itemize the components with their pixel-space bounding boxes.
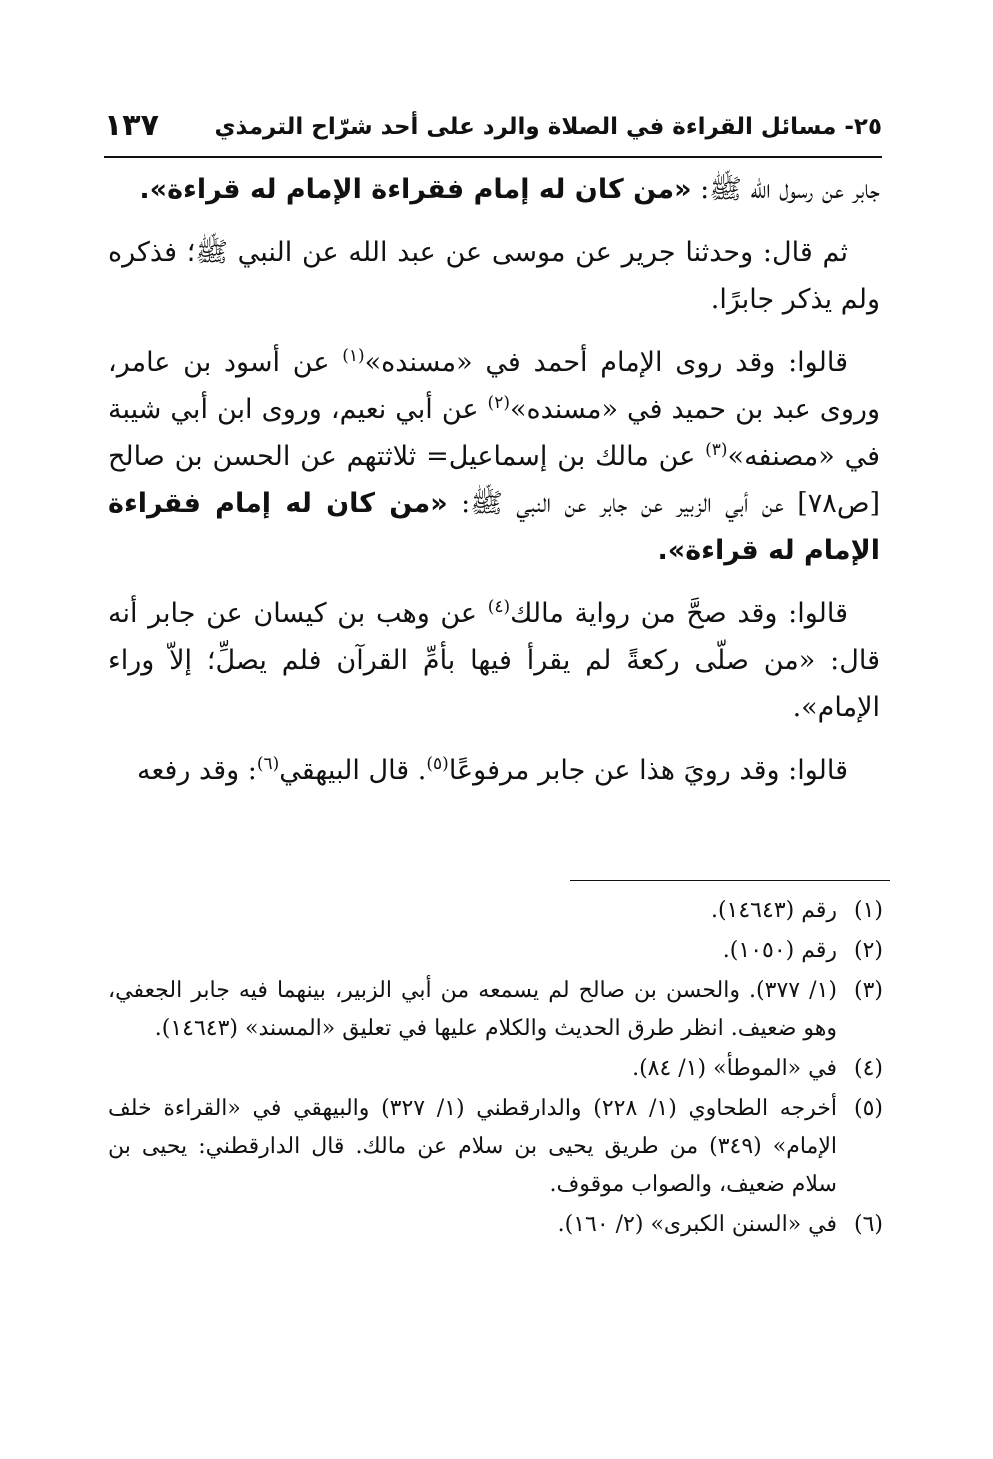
paragraph-2: ثم قال: وحدثنا جرير عن موسى عن عبد الله عن النبي ﷺ؛ فذكره ولم يذكر جابرًا. (108, 237, 880, 315)
footnote-separator (570, 880, 890, 881)
footnote-6 (108, 1206, 883, 1244)
p3-quote: «من كان له إمام فقراءة الإمام له قراءة». (108, 488, 880, 566)
footnote-4 (108, 1050, 883, 1088)
paragraph-3 (108, 339, 880, 574)
p3-d: عن مالك بن إسماعيل= ثلاثتهم عن الحسن بن صالح [ص٧٨] عن أبي الزبير عن جابر عن النبي ﷺ: (108, 441, 880, 519)
footnote-number: (١) (853, 898, 883, 923)
paragraph-5 (108, 747, 880, 794)
footnote-number: (٤) (853, 1056, 883, 1081)
p5-a: قالوا: وقد رويَ هذا عن جابر مرفوعًا (448, 755, 848, 786)
footnote-number: (٣) (853, 978, 883, 1003)
footnote-ref-2[interactable]: (٢) (487, 393, 510, 413)
footnote-ref-1[interactable]: (١) (342, 346, 365, 366)
main-text (108, 166, 880, 810)
footnote-text: رقم (١٤٦٤٣). (710, 898, 837, 923)
footnote-ref-5[interactable]: (٥) (426, 754, 449, 774)
footnote-3 (108, 972, 883, 1048)
p3-b: عن أسود بن عامر، وروى عبد بن حميد في «مسنده» (108, 347, 880, 425)
header-rule (104, 156, 882, 158)
footnote-1 (108, 892, 883, 930)
footnote-number: (٦) (853, 1212, 883, 1237)
paragraph-1 (108, 166, 880, 213)
p4-b: عن وهب بن كيسان عن جابر أنه قال: «من صلّى ركعةً لم يقرأ فيها بأمِّ القرآن فلم يصلِّ؛ إلاّ وراء الإمام». (108, 598, 880, 723)
p5-b: . قال البيهقي (279, 755, 427, 786)
footnote-number: (٥) (853, 1096, 883, 1121)
p4-a: قالوا: وقد صحَّ من رواية مالك (510, 598, 849, 629)
footnote-5 (108, 1090, 883, 1204)
footnote-text: (١/ ٣٧٧). والحسن بن صالح لم يسمعه من أبي الزبير، بينهما فيه جابر الجعفي، وهو ضعيف. انظر طرق الحديث والكلام عليها في تعليق «المسند» (١٤٦٤٣). (108, 978, 838, 1041)
footnote-2 (108, 932, 883, 970)
page-number: ١٣٧ (104, 108, 159, 143)
footnote-number: (٢) (853, 938, 883, 963)
chapter-title: ٢٥- مسائل القراءة في الصلاة والرد على أحد شرّاح الترمذي (214, 114, 882, 140)
p3-a: قالوا: وقد روى الإمام أحمد في «مسنده» (364, 347, 848, 378)
paragraph-4 (108, 590, 880, 731)
p3-c: عن أبي نعيم، وروى ابن أبي شيبة في «مصنفه» (108, 394, 880, 472)
footnote-text: أخرجه الطحاوي (١/ ٢٢٨) والدارقطني (١/ ٣٢٧) والبيهقي في «القراءة خلف الإمام» (٣٤٩) من طريق يحيى بن سلام عن مالك. قال الدارقطني: يحيى بن سلام ضعيف، والصواب موقوف. (108, 1096, 837, 1197)
p1-text: جابر عن رسول الله ﷺ: (691, 174, 880, 205)
page-header (104, 108, 882, 152)
p5-c: : وقد رفعه (137, 755, 257, 786)
p1-quote: «من كان له إمام فقراءة الإمام له قراءة». (139, 174, 692, 205)
footnote-ref-3[interactable]: (٣) (705, 440, 728, 460)
footnote-text: في «الموطأ» (١/ ٨٤). (632, 1056, 837, 1081)
footnote-ref-6[interactable]: (٦) (256, 754, 280, 774)
footnotes (108, 892, 883, 1246)
footnote-ref-4[interactable]: (٤) (487, 597, 511, 617)
footnote-text: رقم (١٠٥٠). (722, 938, 837, 963)
footnote-text: في «السنن الكبرى» (٢/ ١٦٠). (557, 1212, 837, 1237)
